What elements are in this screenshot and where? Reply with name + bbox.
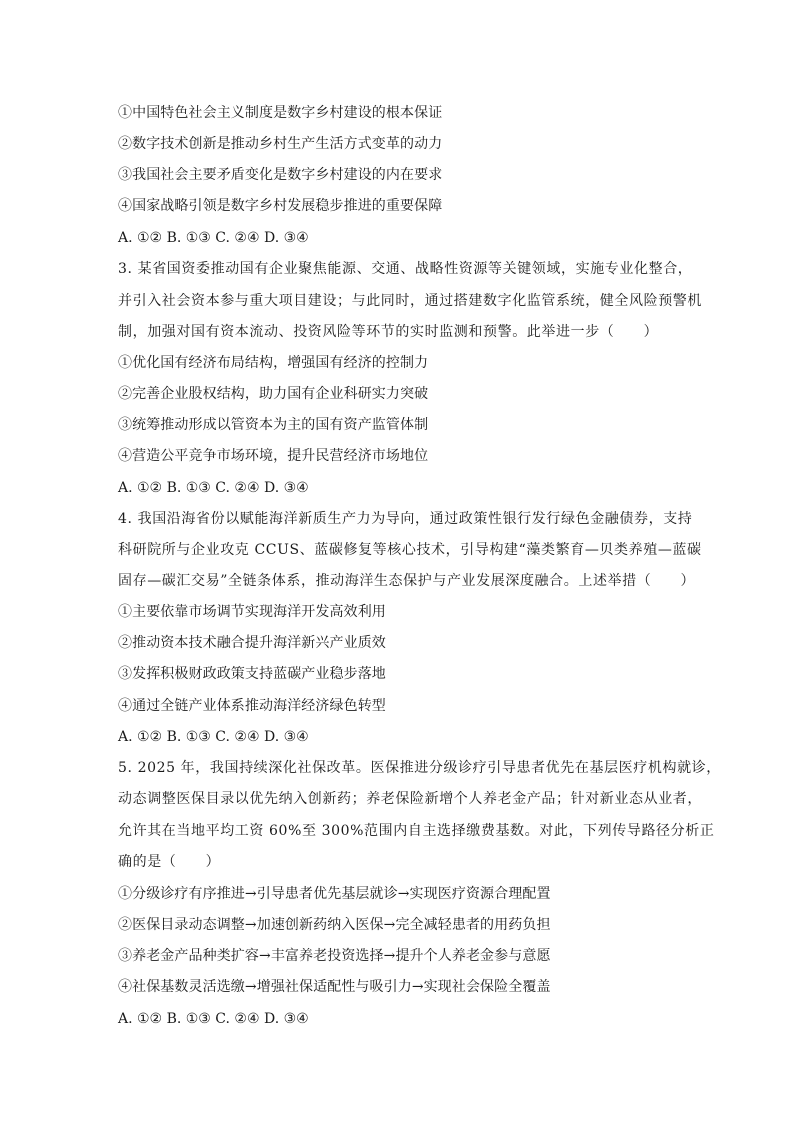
q4-stem-line-1: 4. 我国沿海省份以赋能海洋新质生产力为导向，通过政策性银行发行绿色金融债券，支持 — [118, 511, 693, 527]
q4-option-3: ③发挥积极财政政策支持蓝碳产业稳步落地 — [118, 666, 386, 682]
q4-option-2: ②推动资本技术融合提升海洋新兴产业质效 — [118, 635, 386, 651]
q4-stem-line-2: 科研院所与企业攻克 CCUS、蓝碳修复等核心技术，引导构建“藻类繁育—贝类养殖—蓝碳 — [118, 542, 702, 558]
q5-option-1: ①分级诊疗有序推进→引导患者优先基层就诊→实现医疗资源合理配置 — [118, 886, 551, 902]
q3-stem-line-2: 并引入社会资本参与重大项目建设；与此同时，通过搭建数字化监管系统，健全风险预警机 — [118, 293, 702, 309]
q5-option-4: ④社保基数灵活选缴→增强社保适配性与吸引力→实现社会保险全覆盖 — [118, 979, 551, 995]
q3-stem-line-3: 制，加强对国有资本流动、投资风险等环节的实时监测和预警。此举进一步（ ） — [118, 324, 659, 340]
q3-option-1: ①优化国有经济布局结构，增强国有经济的控制力 — [118, 355, 429, 371]
q4-option-4: ④通过全链产业体系推动海洋经济绿色转型 — [118, 698, 386, 714]
q3-stem-line-1: 3. 某省国资委推动国有企业聚焦能源、交通、战略性资源等关键领域，实施专业化整合， — [118, 261, 693, 277]
q2-option-4: ④国家战略引领是数字乡村发展稳步推进的重要保障 — [118, 198, 443, 214]
q3-option-3: ③统筹推动形成以管资本为主的国有资产监管体制 — [118, 417, 429, 433]
q3-option-4: ④营造公平竞争市场环境，提升民营经济市场地位 — [118, 448, 429, 464]
q4-answer-choices: A. ①② B. ①③ C. ②④ D. ③④ — [118, 729, 309, 745]
q4-stem-line-3: 固存—碳汇交易”全链条体系，推动海洋生态保护与产业发展深度融合。上述举措（ ） — [118, 573, 696, 589]
q5-option-2: ②医保目录动态调整→加速创新药纳入医保→完全减轻患者的用药负担 — [118, 917, 551, 933]
q2-option-3: ③我国社会主要矛盾变化是数字乡村建设的内在要求 — [118, 167, 443, 183]
q3-answer-choices: A. ①② B. ①③ C. ②④ D. ③④ — [118, 480, 309, 496]
q5-answer-choices: A. ①② B. ①③ C. ②④ D. ③④ — [118, 1011, 309, 1027]
q5-stem-line-2: 动态调整医保目录以优先纳入创新药；养老保险新增个人养老金产品；针对新业态从业者， — [118, 791, 702, 807]
q2-option-1: ①中国特色社会主义制度是数字乡村建设的根本保证 — [118, 105, 443, 121]
q5-option-3: ③养老金产品种类扩容→丰富养老投资选择→提升个人养老金参与意愿 — [118, 948, 551, 964]
q5-stem-line-4: 确的是（ ） — [118, 854, 221, 870]
q2-option-2: ②数字技术创新是推动乡村生产生活方式变革的动力 — [118, 136, 443, 152]
q3-option-2: ②完善企业股权结构，助力国有企业科研实力突破 — [118, 386, 429, 402]
q5-stem-line-3: 允许其在当地平均工资 60%至 300%范围内自主选择缴费基数。对此，下列传导路径分析正 — [118, 823, 715, 839]
q4-option-1: ①主要依靠市场调节实现海洋开发高效利用 — [118, 604, 386, 620]
q2-answer-choices: A. ①② B. ①③ C. ②④ D. ③④ — [118, 230, 309, 246]
q5-stem-line-1: 5. 2025 年，我国持续深化社保改革。医保推进分级诊疗引导患者优先在基层医疗机构就诊， — [118, 760, 721, 776]
